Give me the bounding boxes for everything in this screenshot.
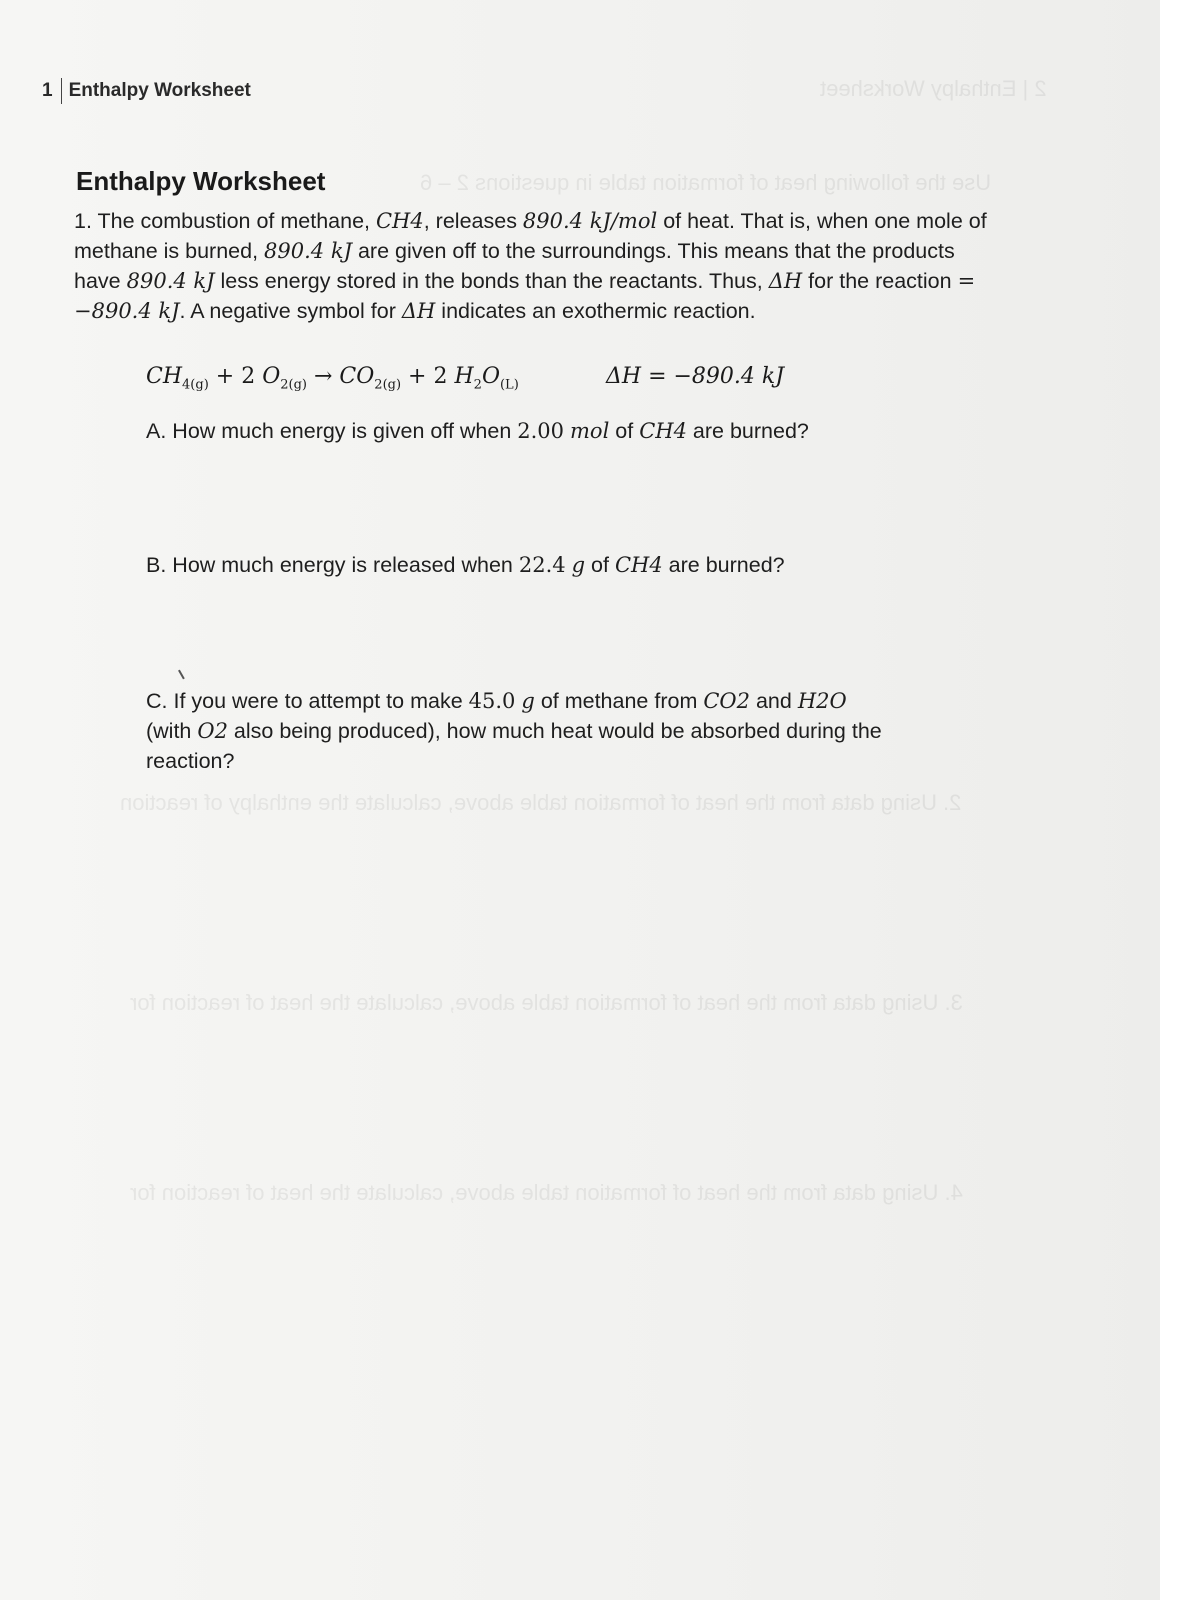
page-edge [1160, 0, 1200, 1600]
equation-delta-h [606, 364, 784, 389]
question-text: and [750, 689, 798, 713]
header-divider [61, 78, 62, 104]
intro-text: indicates an exothermic reaction. [435, 299, 756, 323]
question-text: A. How much energy is given off when [146, 419, 518, 443]
unit: mol [570, 419, 610, 443]
methane-formula: CH4 [375, 209, 424, 233]
question-text: of [609, 419, 640, 443]
question-text: are burned? [662, 553, 785, 577]
methane-formula: CH4 [639, 419, 687, 443]
bleed-through-text: Use the following heat of formation table in questions 2 – 6 [420, 170, 992, 195]
carbon-dioxide-formula: CO2 [703, 689, 750, 713]
question-text: (with [146, 719, 198, 743]
intro-text: 1. The combustion of methane, [74, 209, 376, 233]
page-header [42, 78, 251, 104]
water-formula: H2O [797, 689, 847, 713]
reaction-arrow: → [307, 364, 340, 389]
question-c [146, 686, 966, 776]
intro-text: are given off to the surroundings. This means that the products have [74, 239, 955, 293]
worksheet-title: Enthalpy Worksheet [76, 166, 326, 196]
delta-h-symbol: ΔH [401, 299, 436, 323]
plus-sign: + 2 [208, 364, 263, 389]
subscript: (L) [499, 377, 519, 393]
carbon-dioxide-symbol: CO [339, 364, 375, 389]
question-b [146, 550, 785, 580]
water-symbol: H [454, 364, 474, 389]
subscript: 4(g) [182, 377, 209, 393]
equation-reactants [146, 364, 519, 393]
pen-mark [178, 667, 190, 680]
heat-value: 890.4 kJ [264, 239, 352, 263]
quantity: 22.4 [518, 553, 566, 577]
intro-paragraph [74, 206, 994, 326]
plus-sign: + 2 [401, 364, 455, 389]
question-text: B. How much energy is released when [146, 553, 519, 577]
intro-text: for the reaction [802, 269, 958, 293]
oxygen-formula: O2 [197, 719, 228, 743]
bleed-through-text: 3. Using data from the heat of formation table above, calculate the heat of reaction for [130, 990, 963, 1015]
subscript: 2(g) [374, 377, 402, 393]
unit: g [571, 553, 586, 577]
delta-h-text: ΔH = −890.4 kJ [606, 364, 785, 389]
delta-h-symbol: ΔH [768, 269, 803, 293]
methane-formula: CH4 [614, 553, 663, 577]
methane-symbol: CH [146, 364, 183, 389]
unit: g [521, 689, 535, 713]
question-text: C. If you were to attempt to make [146, 689, 469, 713]
oxygen-symbol: O [262, 364, 281, 389]
quantity: 45.0 [468, 689, 516, 713]
intro-text: less energy stored in the bonds than the reactants. Thus, [214, 269, 769, 293]
intro-text: of heat. That is, when one mole of methane is burned, [74, 209, 987, 263]
question-text: of [585, 553, 615, 577]
quantity: 2.00 [517, 419, 565, 443]
heat-value: 890.4 kJ [126, 269, 215, 293]
bleed-through-text: 4. Using data from the heat of formation table above, calculate the heat of reaction for [130, 1180, 963, 1205]
header-title: Enthalpy Worksheet [68, 80, 251, 101]
subscript: 2(g) [280, 377, 307, 393]
question-a [146, 416, 809, 446]
bleed-through-text: 2 | Enthalpy Worksheet [820, 76, 1047, 101]
combustion-equation [146, 364, 826, 392]
heat-value: 890.4 kJ/mol [522, 209, 658, 233]
intro-text: . A negative symbol for [179, 299, 402, 323]
question-text: of methane from [534, 689, 704, 713]
intro-text: , releases [423, 209, 523, 233]
subscript: 2 [473, 377, 482, 393]
delta-h-value: = −890.4 kJ [74, 269, 976, 323]
bleed-through-text: 2. Using data from the heat of formation table above, calculate the enthalpy of reaction [120, 790, 962, 815]
water-symbol: O [481, 364, 500, 389]
page-number: 1 [42, 80, 53, 101]
question-text: also being produced), how much heat would be absorbed during the reaction? [146, 719, 882, 773]
question-text: are burned? [686, 419, 809, 443]
